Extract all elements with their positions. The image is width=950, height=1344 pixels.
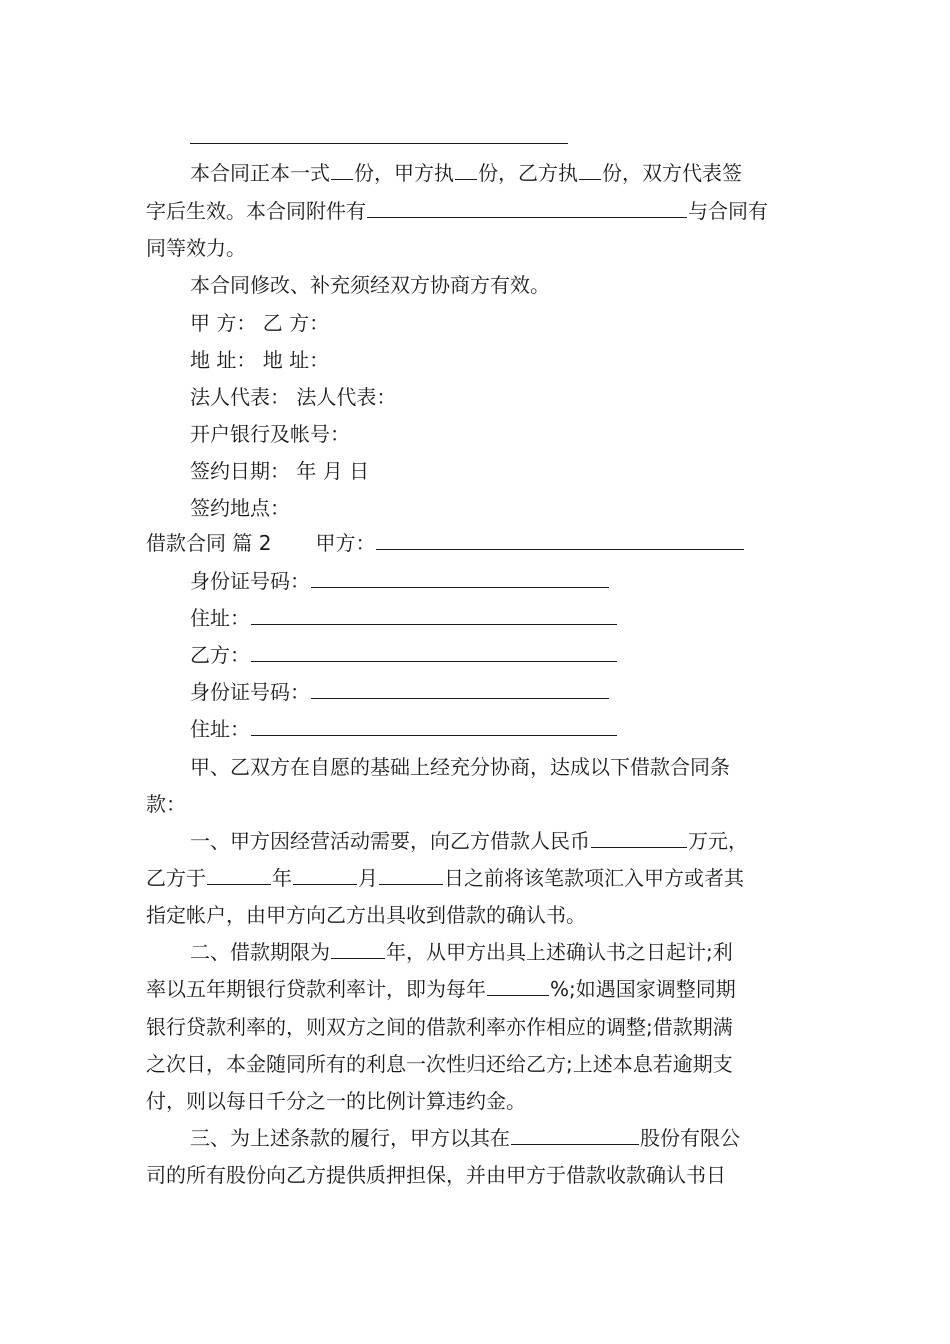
clause-2-line-4: 之次日，本金随同所有的利息一次性归还给乙方;上述本息若逾期支 bbox=[146, 1052, 733, 1076]
text: 字后生效。本合同附件有 bbox=[146, 199, 366, 223]
section-heading: 借款合同 篇 2 bbox=[146, 531, 272, 555]
blank-copies-party-a bbox=[455, 159, 477, 180]
section-2-heading-line bbox=[146, 528, 745, 558]
party-a-id-line bbox=[190, 566, 610, 596]
clause-2-line-5: 付，则以每日千分之一的比例计算违约金。 bbox=[146, 1089, 526, 1113]
blank-copies-total bbox=[331, 159, 353, 180]
signature-party: 甲 方： 乙 方： bbox=[190, 311, 330, 335]
text: 与合同有 bbox=[688, 199, 768, 223]
copies-clause-line-3: 同等效力。 bbox=[146, 236, 246, 260]
text: %;如遇国家调整同期 bbox=[550, 977, 736, 1001]
party-a-address-line bbox=[190, 603, 618, 633]
clause-2-line-1 bbox=[190, 937, 733, 967]
blank-party-b bbox=[251, 641, 617, 662]
blank-party-a-address bbox=[251, 604, 617, 625]
party-a-label: 甲方： bbox=[315, 531, 376, 555]
text: 股份有限公 bbox=[640, 1126, 740, 1150]
address-label: 住址： bbox=[190, 606, 250, 630]
text: 率以五年期银行贷款利率计，即为每年 bbox=[146, 977, 486, 1001]
signature-place: 签约地点： bbox=[190, 496, 290, 520]
address-label: 住址： bbox=[190, 717, 250, 741]
text: 二、借款期限为 bbox=[190, 940, 330, 964]
amendment-clause: 本合同修改、补充须经双方协商方有效。 bbox=[190, 273, 550, 297]
clause-1-line-1 bbox=[190, 826, 748, 856]
text: 本合同正本一式 bbox=[190, 161, 330, 185]
id-label: 身份证号码： bbox=[190, 569, 310, 593]
text: 份，甲方执 bbox=[354, 161, 454, 185]
text: 年，从甲方出具上述确认书之日起计;利 bbox=[386, 940, 733, 964]
text: 万元， bbox=[688, 829, 748, 853]
blank-party-b-id bbox=[311, 678, 609, 699]
clause-1-line-2 bbox=[146, 863, 744, 893]
blank-company-name bbox=[511, 1124, 639, 1145]
clause-2-line-2 bbox=[146, 974, 736, 1004]
blank-loan-term bbox=[331, 938, 385, 959]
clause-2-line-3: 银行贷款利率的，则双方之间的借款利率亦作相应的调整;借款期满 bbox=[146, 1015, 733, 1039]
blank-party-b-address bbox=[251, 715, 617, 736]
text: 乙方于 bbox=[146, 866, 206, 890]
blank-copies-party-b bbox=[579, 159, 601, 180]
copies-clause-line-1 bbox=[190, 158, 742, 188]
text: 年 bbox=[272, 866, 292, 890]
blank-day bbox=[379, 864, 443, 885]
blank-line-top bbox=[190, 143, 568, 144]
copies-clause-line-2 bbox=[146, 196, 768, 226]
clause-1-line-3: 指定帐户，由甲方向乙方出具收到借款的确认书。 bbox=[146, 903, 586, 927]
party-b-line bbox=[190, 640, 618, 670]
text: 份，乙方执 bbox=[478, 161, 578, 185]
intro-line-1: 甲、乙双方在自愿的基础上经充分协商，达成以下借款合同条 bbox=[190, 755, 730, 779]
text: 一、甲方因经营活动需要，向乙方借款人民币 bbox=[190, 829, 590, 853]
text: 日之前将该笔款项汇入甲方或者其 bbox=[444, 866, 744, 890]
text: 份，双方代表签 bbox=[602, 161, 742, 185]
blank-attachments bbox=[367, 197, 687, 218]
blank-party-a-id bbox=[311, 567, 609, 588]
id-label: 身份证号码： bbox=[190, 680, 310, 704]
party-b-label: 乙方： bbox=[190, 643, 250, 667]
signature-date: 签约日期： 年 月 日 bbox=[190, 459, 370, 483]
text: 三、为上述条款的履行，甲方以其在 bbox=[190, 1126, 510, 1150]
clause-3-line-1 bbox=[190, 1123, 740, 1153]
intro-line-2: 款： bbox=[146, 792, 186, 816]
signature-legal-rep: 法人代表： 法人代表： bbox=[190, 385, 397, 409]
blank-interest-rate bbox=[487, 975, 549, 996]
signature-address: 地 址： 地 址： bbox=[190, 348, 330, 372]
text: 月 bbox=[358, 866, 378, 890]
signature-bank-account: 开户银行及帐号： bbox=[190, 422, 350, 446]
party-b-address-line bbox=[190, 714, 618, 744]
blank-party-a bbox=[376, 529, 744, 550]
blank-loan-amount bbox=[591, 827, 687, 848]
party-b-id-line bbox=[190, 677, 610, 707]
blank-year bbox=[207, 864, 271, 885]
blank-month bbox=[293, 864, 357, 885]
clause-3-line-2: 司的所有股份向乙方提供质押担保，并由甲方于借款收款确认书日 bbox=[146, 1163, 726, 1187]
